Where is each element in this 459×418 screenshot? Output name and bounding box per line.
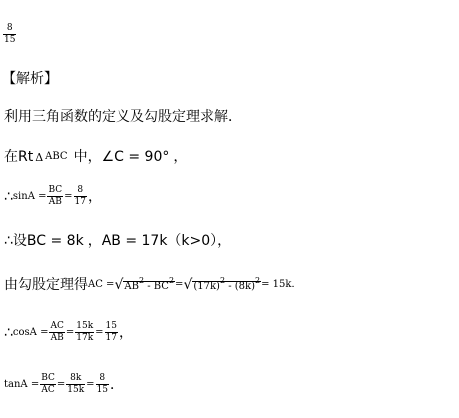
sqrt-2-body <box>192 276 261 292</box>
cos-frac-3-num: 15 <box>105 321 117 331</box>
cos-tail: ， <box>119 324 133 341</box>
pythag-result: = 15k． <box>261 279 302 290</box>
sin-label: sinA = <box>12 190 47 202</box>
tan-frac-3-num: 8 <box>99 373 106 383</box>
line-sin <box>4 186 102 207</box>
tan-frac-3 <box>96 374 109 395</box>
ab-term: AB <box>124 281 139 292</box>
ab-exp: 2 <box>138 276 145 285</box>
17k-exp: 2 <box>219 276 226 285</box>
tan-eq-1: = <box>56 378 66 390</box>
cos-frac-1-den: AB <box>50 333 64 343</box>
triangle-icon: Δ <box>35 150 44 164</box>
cos-eq-2: = <box>95 326 104 338</box>
cos-frac-3-den: 17 <box>105 333 117 343</box>
line-given <box>4 150 187 164</box>
ac-label: AC = <box>88 279 115 290</box>
answer-fraction <box>2 24 17 45</box>
cos-frac-2-den: 17k <box>76 333 94 343</box>
eq-mid: = <box>175 279 184 290</box>
sin-frac-2-den: 17 <box>74 197 86 207</box>
sin-frac-1 <box>47 186 63 207</box>
given-triangle: ABC <box>45 151 68 162</box>
sqrt-2-radical: √ <box>183 277 193 293</box>
cos-frac-2-num: 15k <box>76 321 94 331</box>
sqrt-2 <box>183 278 261 292</box>
analysis-heading: 【解析】 <box>2 71 58 87</box>
sin-eq: = <box>64 190 73 202</box>
sin-tail: ， <box>88 188 102 205</box>
line-tan <box>4 374 124 395</box>
sin-frac-1-num: BC <box>48 185 63 195</box>
given-tail: ， <box>173 149 188 165</box>
cos-frac-1-num: AC <box>50 321 64 331</box>
line-pythagoras <box>4 278 301 292</box>
tan-label: tanA = <box>4 378 40 390</box>
cos-label: cosA = <box>12 326 49 338</box>
bc-exp: 2 <box>168 276 175 285</box>
tan-frac-1-num: BC <box>41 373 55 383</box>
tan-frac-2 <box>66 374 85 395</box>
given-prefix: 在Rt <box>4 149 34 165</box>
sin-frac-2-num: 8 <box>77 185 84 195</box>
answer-num: 8 <box>6 23 13 33</box>
cos-frac-3 <box>105 322 118 343</box>
set-bc: 设BC = 8k <box>12 233 84 249</box>
tan-frac-1 <box>40 374 56 395</box>
8k-term: - (8k) <box>225 281 256 292</box>
bc-term: - BC <box>144 281 169 292</box>
set-ab: ，AB = 17k（k>0）， <box>87 233 232 249</box>
therefore-symbol: ∴ <box>4 188 13 205</box>
tan-frac-2-den: 15k <box>67 385 85 395</box>
sin-frac-1-den: AB <box>48 197 62 207</box>
cos-frac-1 <box>49 322 64 343</box>
tan-frac-2-num: 8k <box>70 373 82 383</box>
8k-exp: 2 <box>255 276 261 285</box>
sqrt-1-radical: √ <box>114 277 124 293</box>
tan-frac-1-den: AC <box>41 385 55 395</box>
pythag-prefix: 由勾股定理得 <box>4 277 88 293</box>
tan-eq-2: = <box>86 378 95 390</box>
tan-tail: ． <box>110 376 125 393</box>
intro-text: 利用三角函数的定义及勾股定理求解． <box>4 109 242 125</box>
sqrt-1 <box>114 278 175 292</box>
line-cos <box>4 322 133 343</box>
sin-frac-2 <box>74 186 87 207</box>
answer-frac <box>3 24 16 45</box>
therefore-symbol-2: ∴ <box>4 233 13 249</box>
tan-frac-3-den: 15 <box>96 385 109 395</box>
given-angle: 中，∠C = 90° <box>73 149 170 165</box>
cos-frac-2 <box>75 322 94 343</box>
line-set <box>4 234 231 248</box>
cos-eq-1: = <box>65 326 75 338</box>
therefore-symbol-3: ∴ <box>4 324 13 341</box>
17k-term: (17k) <box>193 281 220 292</box>
answer-den: 15 <box>4 35 16 45</box>
sqrt-1-body <box>123 276 175 292</box>
